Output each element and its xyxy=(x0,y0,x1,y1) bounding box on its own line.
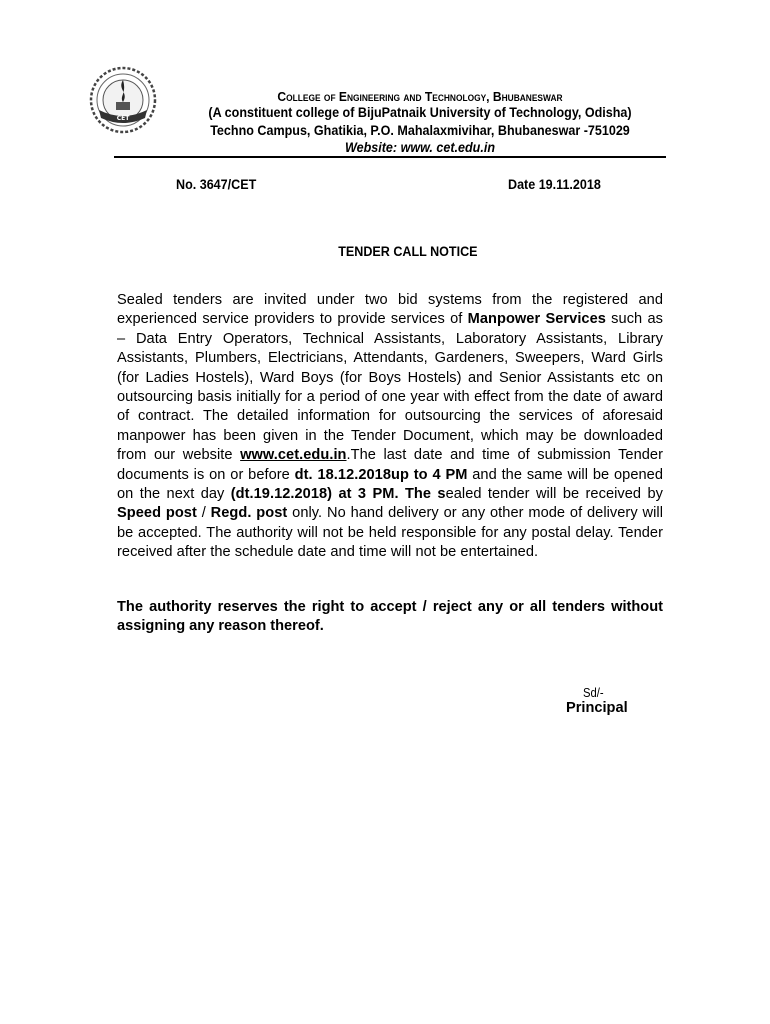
college-seal-icon xyxy=(89,66,157,134)
opening-date: (dt.19.12.2018) at 3 PM. The s xyxy=(230,486,446,503)
notice-body xyxy=(117,291,663,563)
service-name: Manpower Services xyxy=(467,311,606,328)
constituent-line: (A constituent college of BijuPatnaik University of Technology, Odisha) xyxy=(208,105,632,120)
signature-designation: Principal xyxy=(566,700,628,716)
notice-title: TENDER CALL NOTICE xyxy=(337,244,478,259)
address-line: Techno Campus, Ghatikia, P.O. Mahalaxmivihar, Bhubaneswar -751029 xyxy=(210,123,630,138)
reference-date: Date 19.11.2018 xyxy=(508,177,601,192)
body-part-1: Sealed tenders are invited under two bid systems from the registered and experienced service providers to provide services of xyxy=(117,292,663,328)
body-part-4: and the same will be opened on the next day xyxy=(117,466,663,503)
header-divider xyxy=(114,156,666,158)
delivery-mode-regd-post: Regd. post xyxy=(210,505,288,522)
submission-deadline: dt. 18.12.2018up to 4 PM xyxy=(294,466,468,483)
notice-title-wrap xyxy=(0,244,770,259)
signature-sd: Sd/- xyxy=(583,686,604,700)
body-part-2: such as – Data Entry Operators, Technical Assistants, Laboratory Assistants, Library Assistants, Plumbers, Electricians, Attendants, Gardeners, Sweepers, Ward Girls (for Ladies Hostels), Ward Boys (for Boys Hostels) and Senior Assistants etc on outsourcing basis initially for a period of one year with effect from the date of award of contract. The detailed information for outsourcing the services of aforesaid manpower has been given in the Tender Document, which may be downloaded from our website xyxy=(117,311,663,464)
website-line: Website: www. cet.edu.in xyxy=(345,140,495,155)
mode-separator: / xyxy=(196,505,211,522)
body-part-6: only. No hand delivery or any other mode of delivery will be accepted. The authority will not be held responsible for any postal delay. Tender received after the schedule date and time will not be entertained. xyxy=(117,505,663,561)
website-link[interactable]: www.cet.edu.in xyxy=(240,447,347,464)
reference-number: No. 3647/CET xyxy=(176,177,257,192)
body-part-5: ealed tender will be received by xyxy=(445,486,663,503)
delivery-mode-speed-post: Speed post xyxy=(117,505,197,522)
college-name: College of Engineering and Technology, Bhubaneswar xyxy=(277,89,563,104)
seal-banner-text: CET xyxy=(116,115,130,122)
closing-statement: The authority reserves the right to accept / reject any or all tenders without assigning any reason thereof. xyxy=(117,599,663,634)
body-part-3: .The last date and time of submission Tender documents is on or before xyxy=(117,447,663,483)
